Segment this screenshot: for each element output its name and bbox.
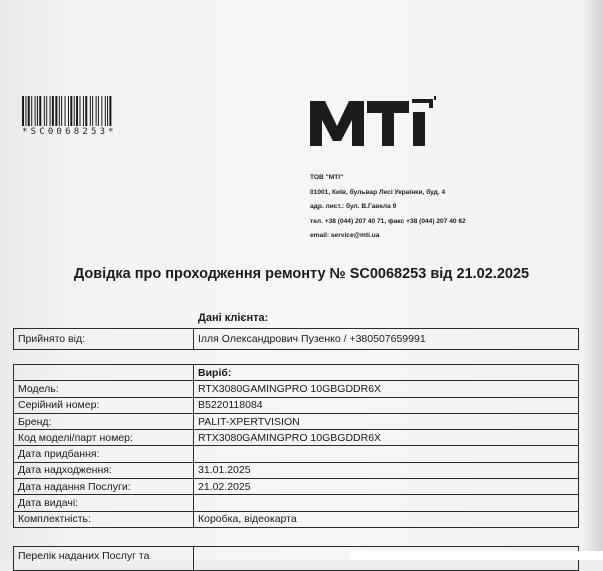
company-info — [310, 171, 466, 244]
field-label: Код моделі/парт номер: — [14, 430, 194, 446]
table-row — [14, 479, 579, 495]
field-label: Дата надходження: — [14, 462, 194, 478]
field-label: Серійний номер: — [14, 397, 194, 413]
table-row — [14, 462, 579, 478]
table-row — [14, 397, 579, 413]
company-email: email: service@mti.ua — [310, 232, 380, 239]
table-row — [14, 381, 579, 397]
mti-logo — [308, 96, 443, 148]
table-row — [14, 430, 579, 446]
field-value — [194, 495, 579, 511]
company-name: ТОВ "МТІ" — [310, 174, 344, 181]
field-label: Дата видачі: — [14, 495, 194, 511]
field-label: Бренд: — [14, 413, 194, 429]
device-section-heading: Виріб: — [194, 365, 579, 381]
device-table — [13, 364, 579, 528]
client-section-heading: Дані клієнта: — [198, 312, 269, 324]
device-header-empty-cell — [14, 365, 194, 381]
page-overlap-strip — [350, 551, 603, 560]
company-address: 01001, Київ, бульвар Лесі Українки, буд. 4 — [310, 188, 446, 196]
client-value: Ілля Олександрович Пузенко / +380507659991 — [194, 329, 579, 350]
field-value: RTX3080GAMINGPRO 10GBGDDR6X — [194, 381, 579, 397]
field-label: Комплектність: — [14, 511, 194, 527]
barcode-caption: *SC0068253* — [22, 127, 117, 137]
field-value: B5220118084 — [194, 397, 579, 413]
barcode — [22, 96, 168, 137]
field-label: Дата придбання: — [14, 446, 194, 462]
table-row — [14, 365, 579, 381]
document-title: Довідка про проходження ремонту № SC0068253 від 21.02.2025 — [73, 266, 530, 282]
table-row — [14, 495, 579, 511]
table-row — [14, 329, 579, 350]
table-row — [14, 511, 579, 527]
table-row — [14, 413, 579, 429]
field-value: PALIT-XPERTVISION — [194, 413, 579, 429]
field-value: 21.02.2025 — [194, 479, 579, 495]
client-table — [13, 328, 579, 350]
field-label: Модель: — [14, 381, 194, 397]
company-phone: тел. +38 (044) 207 40 71, факс +38 (044) 207 40 62 — [310, 217, 466, 225]
company-mail-address: адр. лист.: бул. В.Гавела 9 — [310, 203, 397, 210]
field-value: RTX3080GAMINGPRO 10GBGDDR6X — [194, 430, 579, 446]
field-value — [194, 446, 579, 462]
field-label: Дата надання Послуги: — [14, 479, 194, 495]
field-value: Коробка, відеокарта — [194, 511, 579, 527]
services-label: Перелік наданих Послуг та — [14, 547, 194, 571]
barcode-bars — [22, 96, 168, 126]
field-value: 31.01.2025 — [194, 462, 579, 478]
table-row — [14, 446, 579, 462]
client-label: Прийнято від: — [14, 329, 194, 350]
